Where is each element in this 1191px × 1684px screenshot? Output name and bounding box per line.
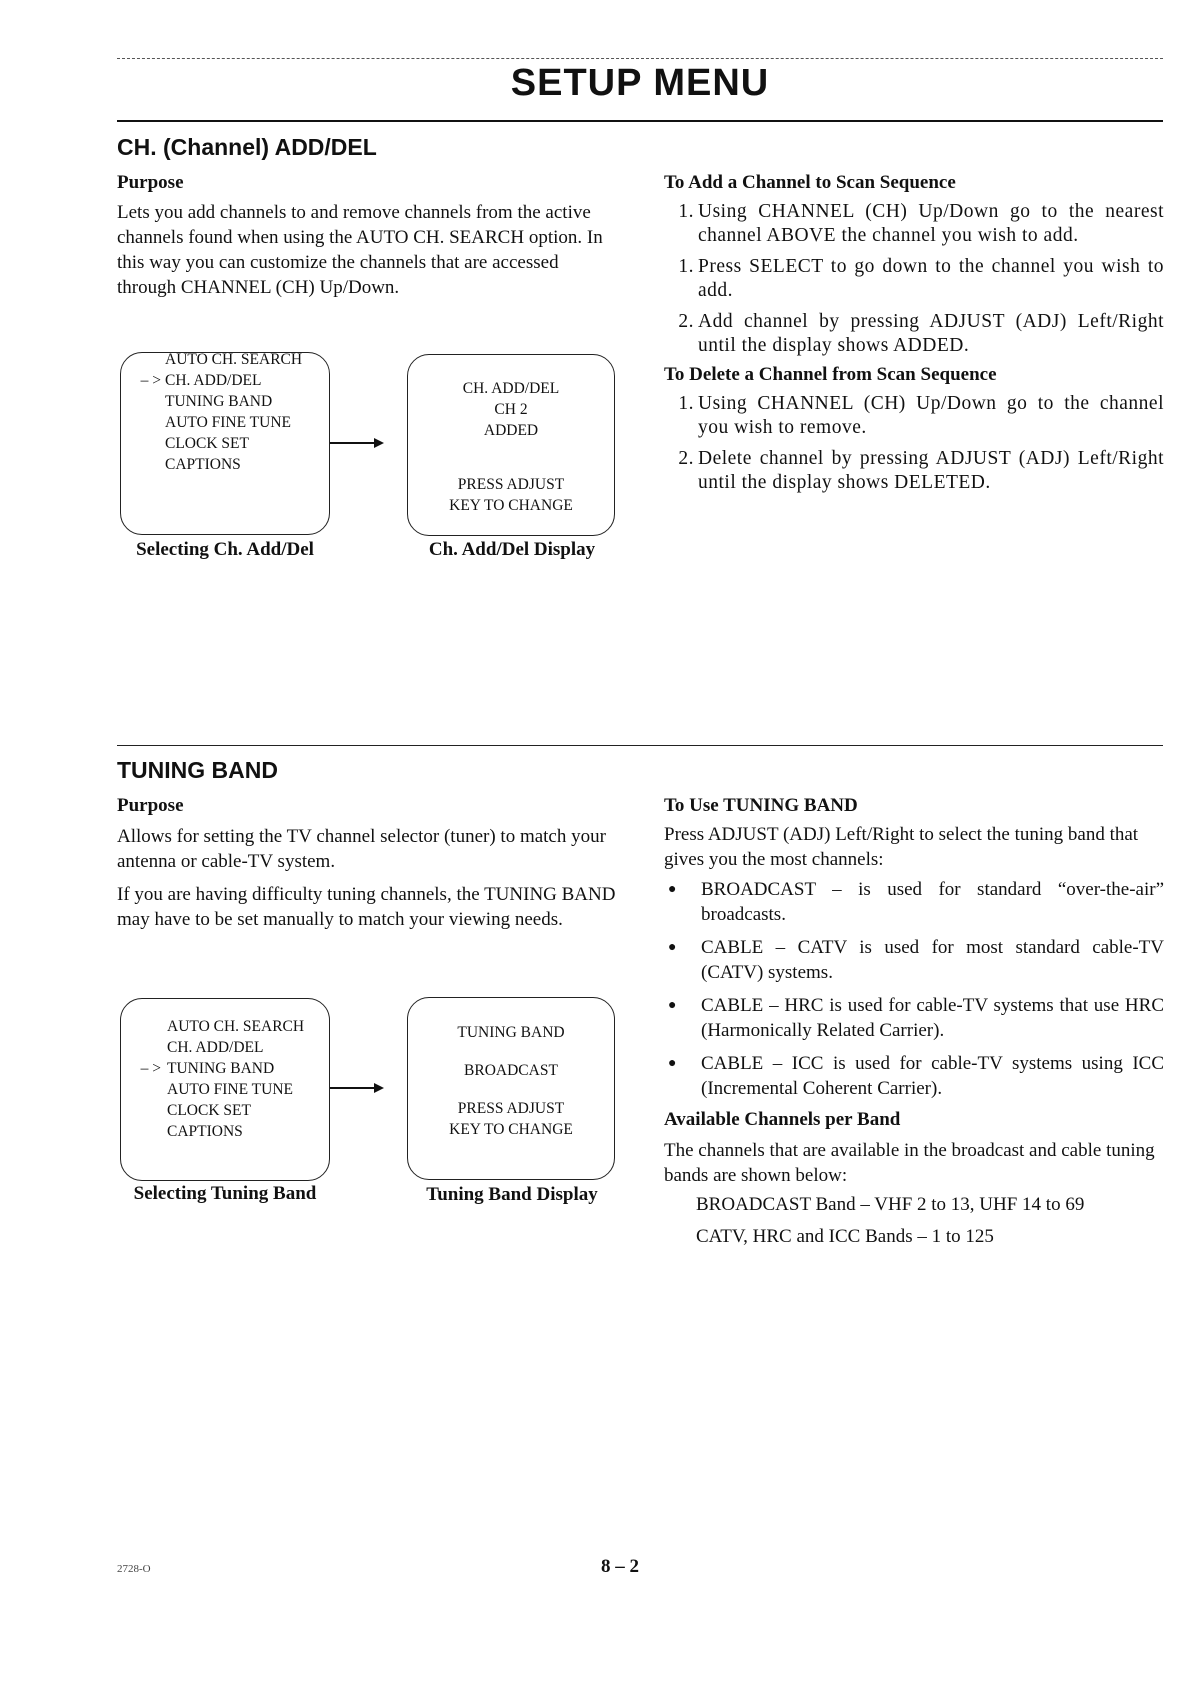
page-title: SETUP MENU <box>510 62 770 104</box>
arrow-right-icon <box>330 1083 384 1093</box>
add-channel-heading: To Add a Channel to Scan Sequence <box>664 172 956 193</box>
display-line: CH. ADD/DEL <box>462 380 560 397</box>
menu-line-ch-add-del: CH. ADD/DEL <box>165 372 262 389</box>
caption-selecting-tuning-band: Selecting Tuning Band <box>133 1183 317 1204</box>
list-item: ● BROADCAST – is used for standard “over-the-air” broadcasts. <box>664 877 1164 927</box>
display-line: PRESS ADJUST <box>457 1100 565 1117</box>
arrow-right-icon <box>330 438 384 448</box>
list-item: 1. Press SELECT to go down to the channel you wish to add. <box>678 256 1164 301</box>
band-cable: CATV, HRC and ICC Bands – 1 to 125 <box>696 1226 994 1247</box>
display-line: CH 2 <box>494 401 528 418</box>
ch-add-del-purpose-text: Lets you add channels to and remove channels from the active channels found when using the AUTO CH. SEARCH option. In this way you can customize the channels that are accessed through CHANNEL (CH) Up/Down. <box>117 202 603 298</box>
top-dashed-rule <box>117 58 1163 59</box>
display-screen-ch-add-del <box>407 354 615 536</box>
menu-line-tuning-band: TUNING BAND <box>165 393 273 410</box>
footer-code: 2728-O <box>117 1563 151 1575</box>
menu-line-auto-ch-search: AUTO CH. SEARCH <box>165 351 303 368</box>
display-line: ADDED <box>483 422 539 439</box>
use-tuning-band-heading: To Use TUNING BAND <box>664 795 858 816</box>
caption-ch-add-del-display: Ch. Add/Del Display <box>428 539 596 560</box>
bullet-icon: ● <box>668 998 677 1013</box>
bullet-icon: ● <box>668 940 677 955</box>
delete-channel-heading: To Delete a Channel from Scan Sequence <box>664 364 997 385</box>
page-number: 8 – 2 <box>601 1556 639 1577</box>
bullet-icon: ● <box>668 1056 677 1071</box>
menu-line-clock-set: CLOCK SET <box>167 1102 251 1119</box>
display-screen-tuning-band <box>407 997 615 1180</box>
caption-selecting-ch-add-del: Selecting Ch. Add/Del <box>136 539 314 560</box>
menu-line-captions: CAPTIONS <box>167 1123 243 1140</box>
available-channels-heading: Available Channels per Band <box>664 1109 901 1130</box>
ch-add-del-purpose-heading: Purpose <box>117 172 184 193</box>
list-item: 1. Using CHANNEL (CH) Up/Down go to the nearest channel ABOVE the channel you wish to add. <box>678 201 1164 246</box>
delete-channel-steps <box>664 392 1164 502</box>
bullet-icon: ● <box>668 882 677 897</box>
menu-line-ch-add-del: CH. ADD/DEL <box>167 1039 264 1056</box>
display-line: BROADCAST <box>464 1062 558 1079</box>
use-tuning-band-intro: Press ADJUST (ADJ) Left/Right to select the tuning band that gives you the most channels: <box>664 824 1139 870</box>
menu-screen-ch-add-del <box>120 352 330 535</box>
menu-pointer: – > <box>140 372 161 389</box>
display-line: KEY TO CHANGE <box>449 497 573 514</box>
caption-tuning-band-display: Tuning Band Display <box>426 1184 598 1205</box>
title-rule <box>117 120 1163 122</box>
menu-line-captions: CAPTIONS <box>165 456 241 473</box>
menu-line-clock-set: CLOCK SET <box>165 435 249 452</box>
menu-screen-tuning-band <box>120 998 330 1181</box>
menu-line-auto-fine-tune: AUTO FINE TUNE <box>167 1081 294 1098</box>
menu-line-tuning-band: TUNING BAND <box>167 1060 275 1077</box>
display-line: TUNING BAND <box>457 1024 565 1041</box>
band-broadcast: BROADCAST Band – VHF 2 to 13, UHF 14 to 69 <box>696 1194 1085 1215</box>
menu-pointer: – > <box>140 1060 161 1077</box>
list-item: 1. Using CHANNEL (CH) Up/Down go to the channel you wish to remove. <box>678 393 1164 438</box>
tuning-band-purpose-p2: If you are having difficulty tuning channels, the TUNING BAND may have to be set manually to match your viewing needs. <box>117 884 616 930</box>
display-line: PRESS ADJUST <box>457 476 565 493</box>
available-channels-intro: The channels that are available in the broadcast and cable tuning bands are shown below: <box>664 1140 1155 1186</box>
menu-line-auto-ch-search: AUTO CH. SEARCH <box>167 1018 305 1035</box>
list-item: ● CABLE – CATV is used for most standard cable-TV (CATV) systems. <box>664 935 1164 985</box>
menu-line-auto-fine-tune: AUTO FINE TUNE <box>165 414 292 431</box>
tuning-band-purpose-p1: Allows for setting the TV channel selector (tuner) to match your antenna or cable-TV system. <box>117 826 606 872</box>
list-item: ● CABLE – HRC is used for cable-TV systems that use HRC (Harmonically Related Carrier). <box>664 993 1164 1043</box>
add-channel-steps <box>664 200 1164 365</box>
tuning-band-options <box>664 877 1164 1109</box>
list-item: 2. Add channel by pressing ADJUST (ADJ) Left/Right until the display shows ADDED. <box>678 311 1164 356</box>
tuning-band-purpose <box>117 824 617 940</box>
list-item: 2. Delete channel by pressing ADJUST (ADJ) Left/Right until the display shows DELETED. <box>678 448 1164 493</box>
display-line: KEY TO CHANGE <box>449 1121 573 1138</box>
tuning-band-purpose-heading: Purpose <box>117 795 184 816</box>
list-item: ● CABLE – ICC is used for cable-TV systems using ICC (Incremental Coherent Carrier). <box>664 1051 1164 1101</box>
tuning-band-title: TUNING BAND <box>117 757 278 783</box>
section-divider <box>117 745 1163 746</box>
ch-add-del-title: CH. (Channel) ADD/DEL <box>117 134 377 160</box>
